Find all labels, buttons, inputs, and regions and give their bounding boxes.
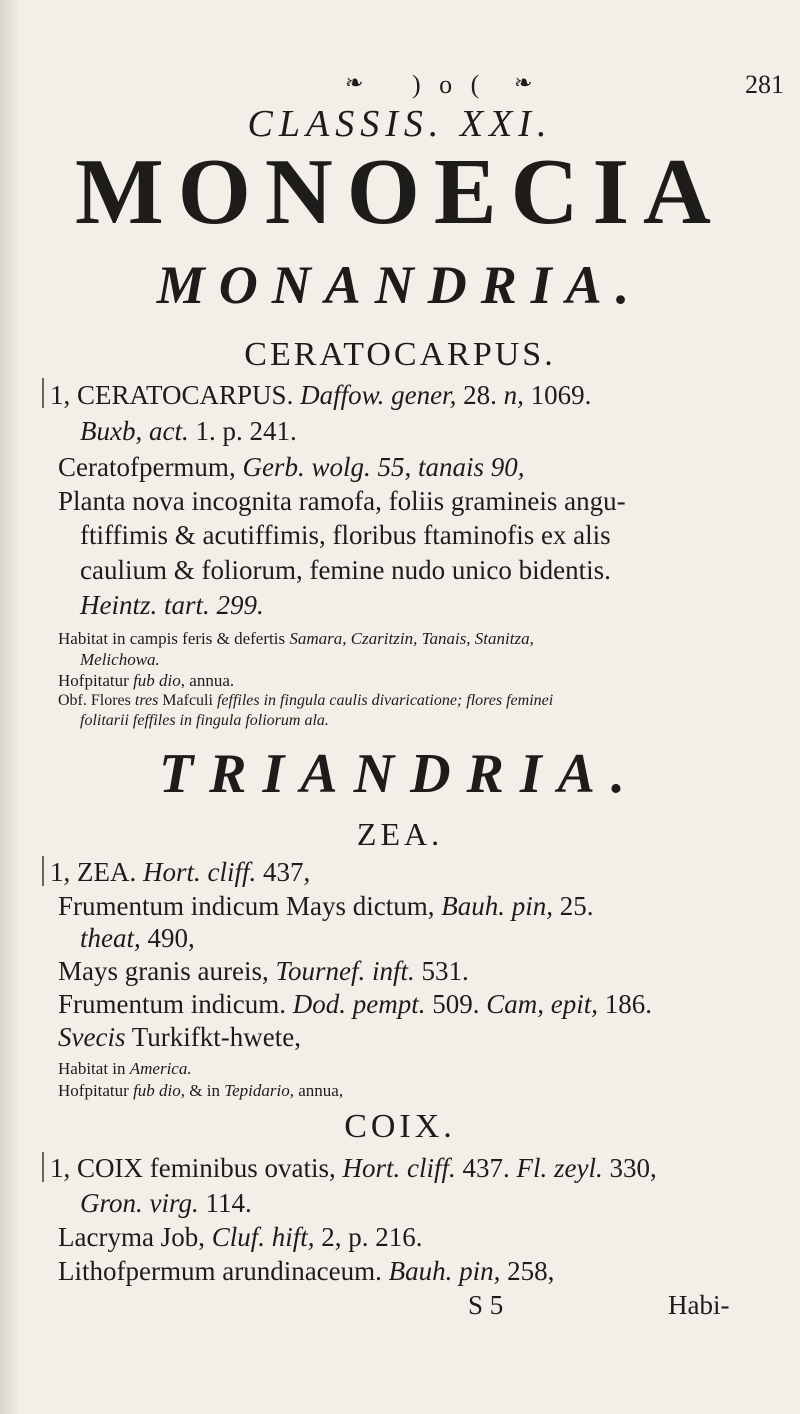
running-head xyxy=(0,70,800,100)
genus-heading-ceratocarpus: CERATOCARPUS. xyxy=(244,336,556,373)
entry-line: 1, COIX feminibus ovatis, Hort. cliff. 437. Fl. zeyl. 330, xyxy=(50,1153,657,1183)
head-mark: ) o ( xyxy=(412,70,486,99)
genus-heading-zea: ZEA. xyxy=(356,816,444,852)
ornament-left-icon: ❧ xyxy=(345,70,364,95)
suborder-title-triandria: TRIANDRIA. xyxy=(158,743,642,805)
catchword: Habi- xyxy=(668,1290,730,1320)
page-number: 281 xyxy=(745,70,784,99)
entry-line: Frumentum indicum Mays dictum, Bauh. pin, 25. xyxy=(58,891,594,921)
suborder-title-monandria: MONANDRIA. xyxy=(156,255,644,315)
signature-mark: S 5 xyxy=(468,1290,504,1320)
entry-line: Lacryma Job, Cluf. hift, 2, p. 216. xyxy=(58,1222,423,1252)
entry-line: Ceratofpermum, Gerb. wolg. 55, tanais 90, xyxy=(58,452,525,482)
entry-line: ftiffimis & acutiffimis, floribus ftaminofis ex alis xyxy=(80,520,611,550)
entry-line: 1, ZEA. Hort. cliff. 437, xyxy=(50,857,311,887)
cultivation-note: Hofpitatur fub dio, & in Tepidario, annua, xyxy=(58,1081,344,1100)
entry-line: Mays granis aureis, Tournef. inft. 531. xyxy=(58,956,469,986)
entry-line: Frumentum indicum. Dod. pempt. 509. Cam, epit, 186. xyxy=(58,989,652,1019)
entry-line: Lithofpermum arundinaceum. Bauh. pin, 258, xyxy=(58,1256,555,1286)
margin-rule xyxy=(42,856,44,886)
entry-line: Planta nova incognita ramofa, foliis gramineis angu- xyxy=(58,486,626,516)
entry-line: theat, 490, xyxy=(80,923,195,953)
habitat-note: Melichowa. xyxy=(80,650,160,669)
entry-line: Gron. virg. 114. xyxy=(80,1188,252,1218)
observation-note: Obf. Flores tres Mafculi feffiles in fingula caulis divaricatione; flores feminei xyxy=(58,692,554,709)
cultivation-note: Hofpitatur fub dio, annua. xyxy=(58,671,235,690)
habitat-note: Habitat in campis feris & defertis Samara, Czaritzin, Tanais, Stanitza, xyxy=(58,629,534,648)
entry-line: Buxb, act. 1. p. 241. xyxy=(80,416,297,446)
entry-line: Heintz. tart. 299. xyxy=(80,590,264,620)
entry-line: caulium & foliorum, femine nudo unico bidentis. xyxy=(80,555,611,585)
class-title: CLASSIS. XXI. xyxy=(247,103,553,145)
margin-rule xyxy=(42,1152,44,1182)
order-title: MONOECIA xyxy=(75,140,725,244)
habitat-note: Habitat in America. xyxy=(58,1059,192,1078)
observation-note: folitarii feffiles in fingula foliorum ala. xyxy=(80,712,329,729)
entry-line: Svecis Turkifkt-hwete, xyxy=(58,1022,301,1052)
margin-rule xyxy=(42,378,44,408)
genus-heading-coix: COIX. xyxy=(344,1108,456,1145)
entry-line: 1, CERATOCARPUS. Daffow. gener, 28. n, 1069. xyxy=(50,380,592,410)
ornament-right-icon: ❧ xyxy=(514,70,533,95)
